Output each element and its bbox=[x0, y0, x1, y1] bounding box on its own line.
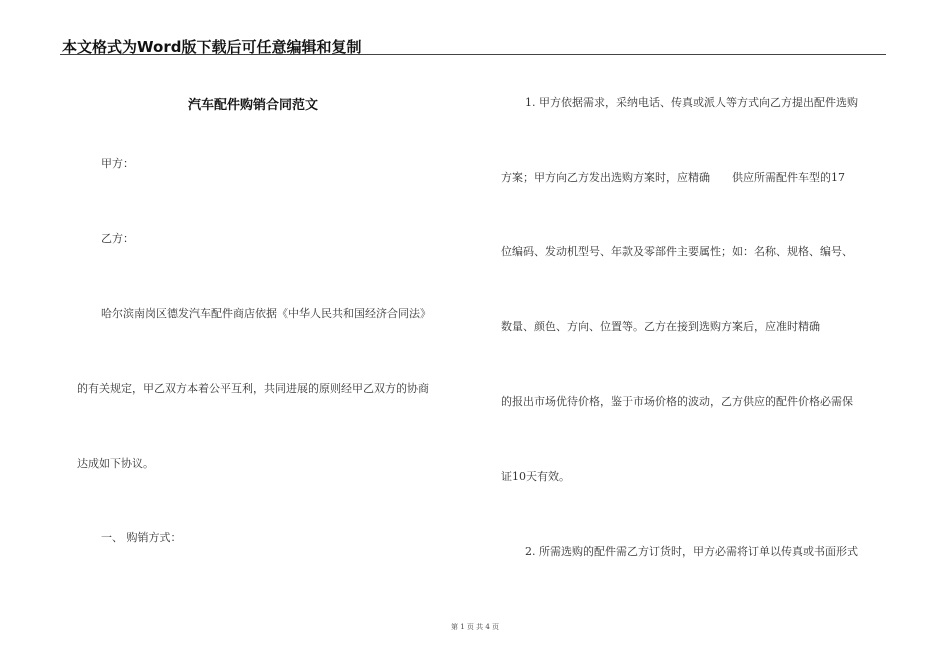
page-number: 第 1 页 共 4 页 bbox=[450, 623, 500, 631]
paragraph-line: 1. 甲方依据需求，采纳电话、传真或派人等方式向乙方提出配件选购 bbox=[525, 96, 858, 109]
section-heading: 一、 购销方式： bbox=[101, 531, 182, 544]
paragraph-line: 方案；甲方向乙方发出选购方案时，应精确 供应所需配件车型的17 bbox=[501, 171, 845, 184]
header-text: 本文格式为Word版下载后可任意编辑和复制 bbox=[62, 38, 362, 56]
paragraph-line: 哈尔滨南岗区德发汽车配件商店依据《中华人民共和国经济合同法》 bbox=[101, 307, 431, 320]
party-a-label: 甲方： bbox=[101, 157, 134, 170]
paragraph-line: 的有关规定，甲乙双方本着公平互利，共同进展的原则经甲乙双方的协商 bbox=[77, 382, 429, 395]
paragraph-line: 证10天有效。 bbox=[501, 470, 570, 483]
document-title: 汽车配件购销合同范文 bbox=[188, 98, 319, 113]
paragraph-line: 的报出市场优待价格，鉴于市场价格的波动，乙方供应的配件价格必需保 bbox=[501, 395, 853, 408]
paragraph-line: 2. 所需选购的配件需乙方订货时，甲方必需将订单以传真或书面形式 bbox=[525, 545, 858, 558]
paragraph-line: 位编码、发动机型号、年款及零部件主要属性；如：名称、规格、编号、 bbox=[501, 245, 853, 258]
header-divider bbox=[60, 54, 886, 55]
party-b-label: 乙方： bbox=[101, 232, 134, 245]
paragraph-line: 达成如下协议。 bbox=[77, 457, 154, 470]
paragraph-line: 数量、颜色、方向、位置等。乙方在接到选购方案后，应准时精确 bbox=[501, 320, 820, 333]
